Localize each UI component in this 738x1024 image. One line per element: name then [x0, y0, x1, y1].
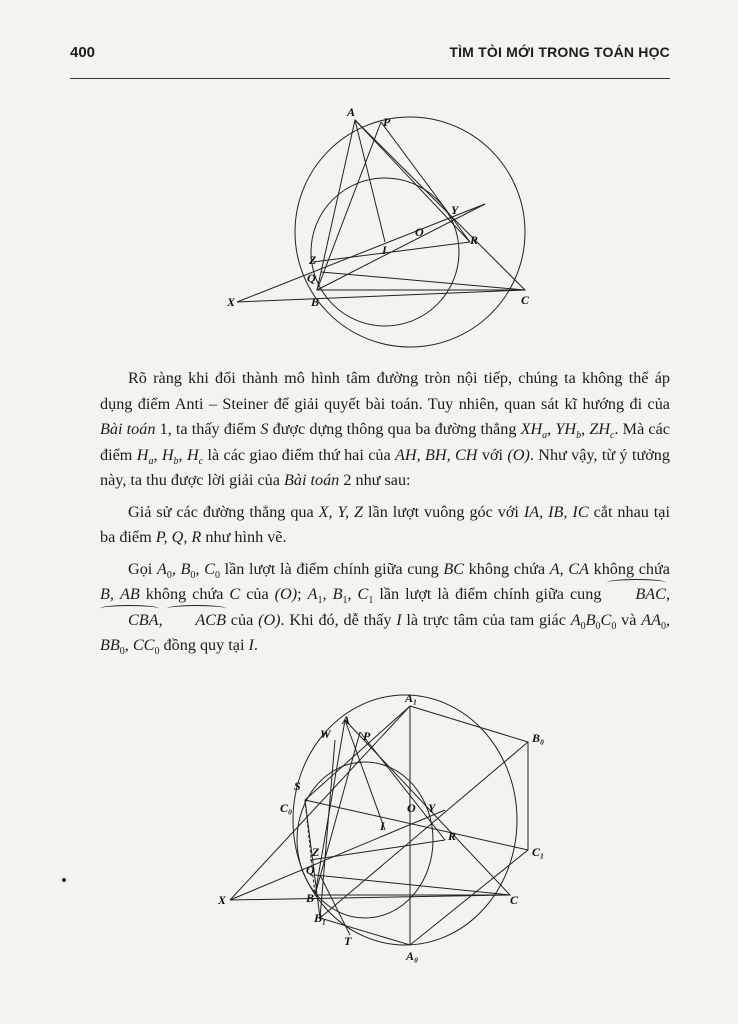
label-Q: Q — [306, 863, 315, 877]
label-P: P — [363, 729, 371, 743]
label-X: X — [218, 893, 227, 907]
label-A: A — [347, 105, 356, 119]
label-T: T — [344, 934, 352, 948]
label-Y: Y — [428, 801, 436, 815]
label-Q: Q — [307, 271, 316, 285]
stray-mark — [62, 878, 66, 882]
label-X: X — [227, 295, 236, 309]
label-A0: A₀ — [406, 949, 419, 963]
page-header — [70, 38, 670, 79]
geometry-figure-2 — [210, 690, 570, 965]
label-Z: Z — [309, 253, 317, 267]
label-A: A — [342, 713, 351, 727]
label-O: O — [407, 801, 416, 815]
label-W: W — [320, 727, 331, 741]
running-title: TÌM TÒI MỚI TRONG TOÁN HỌC — [449, 44, 670, 60]
label-I: I — [380, 819, 385, 833]
label-C: C — [521, 293, 530, 307]
label-B1: B₁ — [314, 911, 327, 925]
label-Y: Y — [451, 203, 459, 217]
label-P: P — [383, 115, 391, 129]
paragraph-2: Giả sử các đường thẳng qua X, Y, Z lần lượt vuông góc với IA, IB, IC cắt nhau tại ba điểm P, Q, R như hình vẽ. — [100, 502, 670, 546]
page-number: 400 — [70, 44, 96, 61]
label-C0: C₀ — [280, 801, 293, 815]
label-B: B — [306, 891, 315, 905]
label-S: S — [294, 779, 301, 793]
paragraph-1: Rõ ràng khi đổi thành mô hình tâm đường tròn nội tiếp, chúng ta không thể áp dụng điểm Anti – Steiner để giải quyết bài toán. Tuy nhiên, quan sát kĩ hướng đi của Bài toán 1, ta thấy điểm S được dựng thông qua ba đường thẳng $XH_a$, $YH_b$, $ZH_c$. Mà các điểm $H_a$, $H_b$, $H_c$ là các giao điểm thứ hai của AH, BH, CH với (O). Như vậy, từ ý tưởng này, ta thu được lời giải của Bài toán 2 như sau: — [100, 369, 670, 489]
label-I: I — [382, 243, 387, 257]
label-B0: B₀ — [532, 731, 545, 745]
label-Z: Z — [312, 845, 320, 859]
label-A1: A₁ — [405, 691, 418, 705]
label-C1: C₁ — [532, 845, 545, 859]
paragraph-3: Gọi $A_0$, $B_0$, $C_0$ lần lượt là điểm chính giữa cung BC không chứa A, CA không chứa B, AB không chứa C của (O); $A_1$, $B_1$, $C_1$ lần lượt là điểm chính giữa cung BAC, CBA, ACB của (O). Khi đó, dễ thấy I là trực tâm của tam giác $A_0B_0C_0$ và $AA_0$, $BB_0$, $CC_0$ đồng quy tại I. — [100, 559, 671, 658]
label-R: R — [448, 829, 457, 843]
label-B: B — [311, 295, 320, 309]
geometry-figure-1 — [225, 92, 585, 412]
label-O: O — [415, 225, 424, 239]
label-R: R — [470, 233, 479, 247]
label-C: C — [510, 893, 519, 907]
main-text — [100, 366, 670, 659]
